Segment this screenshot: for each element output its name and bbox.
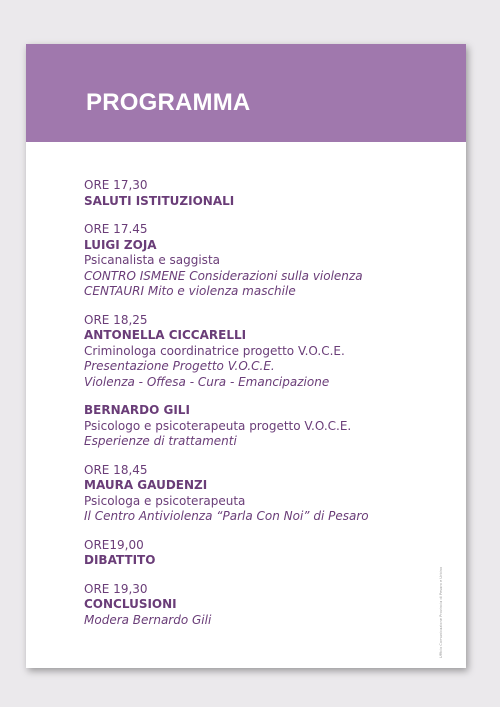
program-time: ORE 18,25 xyxy=(84,312,148,327)
talk-title: Esperienze di trattamenti xyxy=(84,434,237,448)
header-banner xyxy=(26,44,466,142)
talk-title: CONTRO ISMENE Considerazioni sulla violenza xyxy=(84,268,363,283)
program-item xyxy=(84,313,414,391)
program-time: ORE 19,30 xyxy=(84,581,148,596)
program-item xyxy=(84,222,414,300)
speaker-role: Psicanalista e saggista xyxy=(84,253,220,267)
program-item xyxy=(84,582,414,629)
program-item xyxy=(84,463,414,525)
program-title: SALUTI ISTITUZIONALI xyxy=(84,193,235,208)
program-title: CONCLUSIONI xyxy=(84,597,177,611)
speaker-role: Psicologa e psicoterapeuta xyxy=(84,493,246,508)
credit-text: Ufficio Comunicazione Provincia di Pesaro e Urbino xyxy=(439,566,443,658)
credit-note xyxy=(439,548,445,658)
program-title: DIBATTITO xyxy=(84,553,156,567)
program-item xyxy=(84,178,414,209)
program-list xyxy=(84,178,414,641)
talk-title: Presentazione Progetto V.O.C.E. xyxy=(84,359,275,373)
moderator-note: Modera Bernardo Gili xyxy=(84,612,212,627)
program-time: ORE19,00 xyxy=(84,537,144,552)
program-item xyxy=(84,538,414,569)
speaker-name: LUIGI ZOJA xyxy=(84,237,157,252)
page-title: PROGRAMMA xyxy=(86,89,251,116)
speaker-role: Psicologo e psicoterapeuta progetto V.O.C.E. xyxy=(84,418,352,433)
program-item xyxy=(84,403,414,450)
talk-title: Violenza - Offesa - Cura - Emancipazione xyxy=(84,374,330,389)
speaker-name: BERNARDO GILI xyxy=(84,403,190,417)
talk-title: CENTAURI Mito e violenza maschile xyxy=(84,284,296,298)
program-time: ORE 18,45 xyxy=(84,462,148,477)
program-time: ORE 17.45 xyxy=(84,222,148,236)
speaker-role: Criminologa coordinatrice progetto V.O.C.E. xyxy=(84,343,345,358)
speaker-name: ANTONELLA CICCARELLI xyxy=(84,328,247,342)
talk-title: Il Centro Antiviolenza “Parla Con Noi” di Pesaro xyxy=(84,509,369,523)
program-sheet xyxy=(26,44,466,668)
speaker-name: MAURA GAUDENZI xyxy=(84,478,208,492)
program-time: ORE 17,30 xyxy=(84,178,148,192)
